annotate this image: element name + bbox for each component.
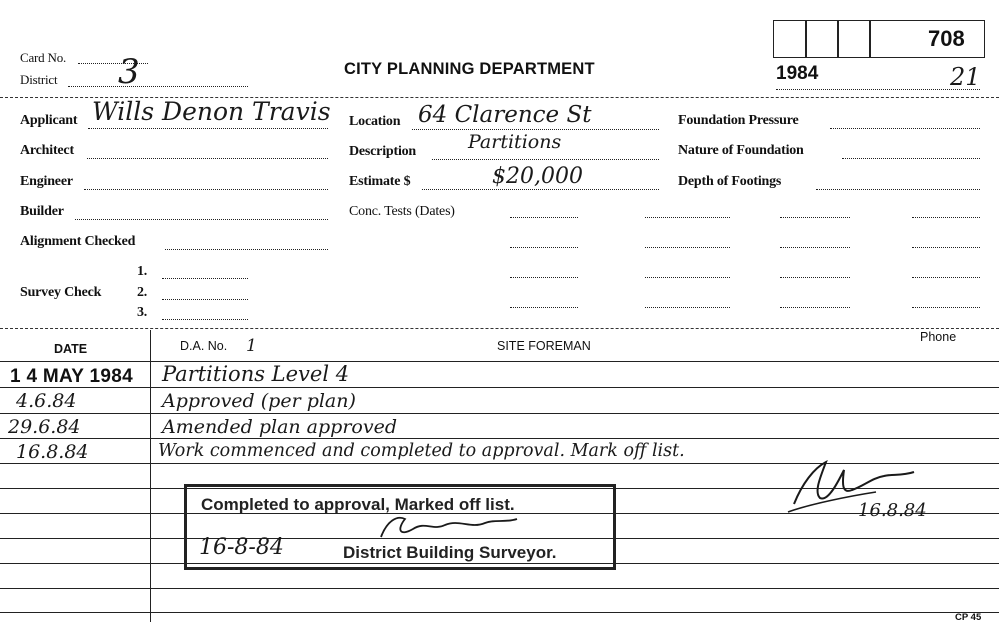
number-box-1 [773,20,807,58]
conc-date-line [645,307,730,308]
description-value: Partitions [468,131,562,153]
conc-date-line [645,277,730,278]
row-rule [0,438,999,439]
conc-date-line [912,217,980,218]
foundation-pressure-line [830,128,980,129]
alignment-line [165,249,328,250]
conc-date-line [510,277,578,278]
survey-line-3 [162,319,248,320]
year-label: 1984 [776,63,819,84]
engineer-label: Engineer [20,174,73,189]
survey-line-1 [162,278,248,279]
foundation-pressure-label: Foundation Pressure [678,113,799,128]
estimate-line [422,189,659,190]
da-number-header: D.A. No. [180,339,228,353]
row-rule [0,413,999,414]
survey-number-2: 2. [137,285,148,300]
row-rule [0,387,999,388]
estimate-label: Estimate $ [349,174,411,189]
entry-text: Work commenced and completed to approval. Mark off list. [158,441,685,461]
stamp-surveyor-text: District Building Surveyor. [343,543,557,562]
builder-line [75,219,328,220]
completion-stamp [184,484,616,570]
district-value: 3 [118,52,140,92]
surveyor-signature [367,509,527,543]
description-label: Description [349,144,417,159]
location-label: Location [349,114,401,129]
survey-line-2 [162,299,248,300]
applicant-label: Applicant [20,113,78,128]
entry-date-stamp: 1 4 MAY 1984 [10,366,133,387]
card-no-label: Card No. [20,50,67,65]
entry-text: Partitions Level 4 [162,362,350,386]
da-number-value: 1 [246,336,257,356]
conc-date-line [645,217,730,218]
depth-of-footings-label: Depth of Footings [678,174,782,189]
year-hand: 21 [950,63,981,91]
year-line [776,89,980,90]
entry-text: Approved (per plan) [162,390,356,412]
foreman-signature-date: 16.8.84 [858,500,927,521]
alignment-label: Alignment Checked [20,234,136,249]
engineer-line [84,189,328,190]
depth-of-footings-line [816,189,980,190]
conc-date-line [912,277,980,278]
number-box-2 [805,20,839,58]
conc-date-line [510,307,578,308]
row-rule [0,612,999,613]
conc-tests-label: Conc. Tests (Dates) [349,204,455,219]
entry-date: 4.6.84 [16,390,77,412]
entry-date: 16.8.84 [16,441,89,463]
nature-of-foundation-line [842,158,980,159]
architect-line [87,158,328,159]
district-label: District [20,72,58,87]
conc-date-line [780,217,850,218]
conc-date-line [645,247,730,248]
location-line [412,129,659,130]
nature-of-foundation-label: Nature of Foundation [678,143,804,158]
site-foreman-header: SITE FOREMAN [497,339,591,353]
district-line [68,86,248,87]
description-line [432,159,659,160]
architect-label: Architect [20,143,74,158]
survey-check-label: Survey Check [20,285,102,300]
applicant-value: Wills Denon Travis [92,97,331,126]
survey-number-1: 1. [137,264,148,279]
conc-date-line [912,307,980,308]
conc-date-line [780,307,850,308]
builder-label: Builder [20,204,64,219]
form-code: CP 45 [955,612,982,623]
date-header: DATE [54,342,88,356]
number-box-3 [837,20,871,58]
entry-text: Amended plan approved [162,416,397,438]
stamp-completed-text: Completed to approval, Marked off list. [201,495,515,514]
file-number: 708 [928,26,965,51]
date-column-divider [150,330,151,622]
survey-number-3: 3. [137,305,148,320]
header-rule [0,361,999,362]
conc-date-line [510,247,578,248]
row-rule [0,588,999,589]
entry-date: 29.6.84 [8,416,81,438]
conc-date-line [780,247,850,248]
conc-date-line [912,247,980,248]
stamp-date: 16-8-84 [199,535,284,560]
location-value: 64 Clarence St [418,102,592,128]
number-box-4 [869,20,985,58]
applicant-line [88,128,328,129]
department-title: CITY PLANNING DEPARTMENT [344,60,595,78]
fields-divider [0,328,999,329]
phone-header: Phone [920,330,957,344]
conc-date-line [780,277,850,278]
conc-date-line [510,217,578,218]
estimate-value: $20,000 [492,164,583,189]
